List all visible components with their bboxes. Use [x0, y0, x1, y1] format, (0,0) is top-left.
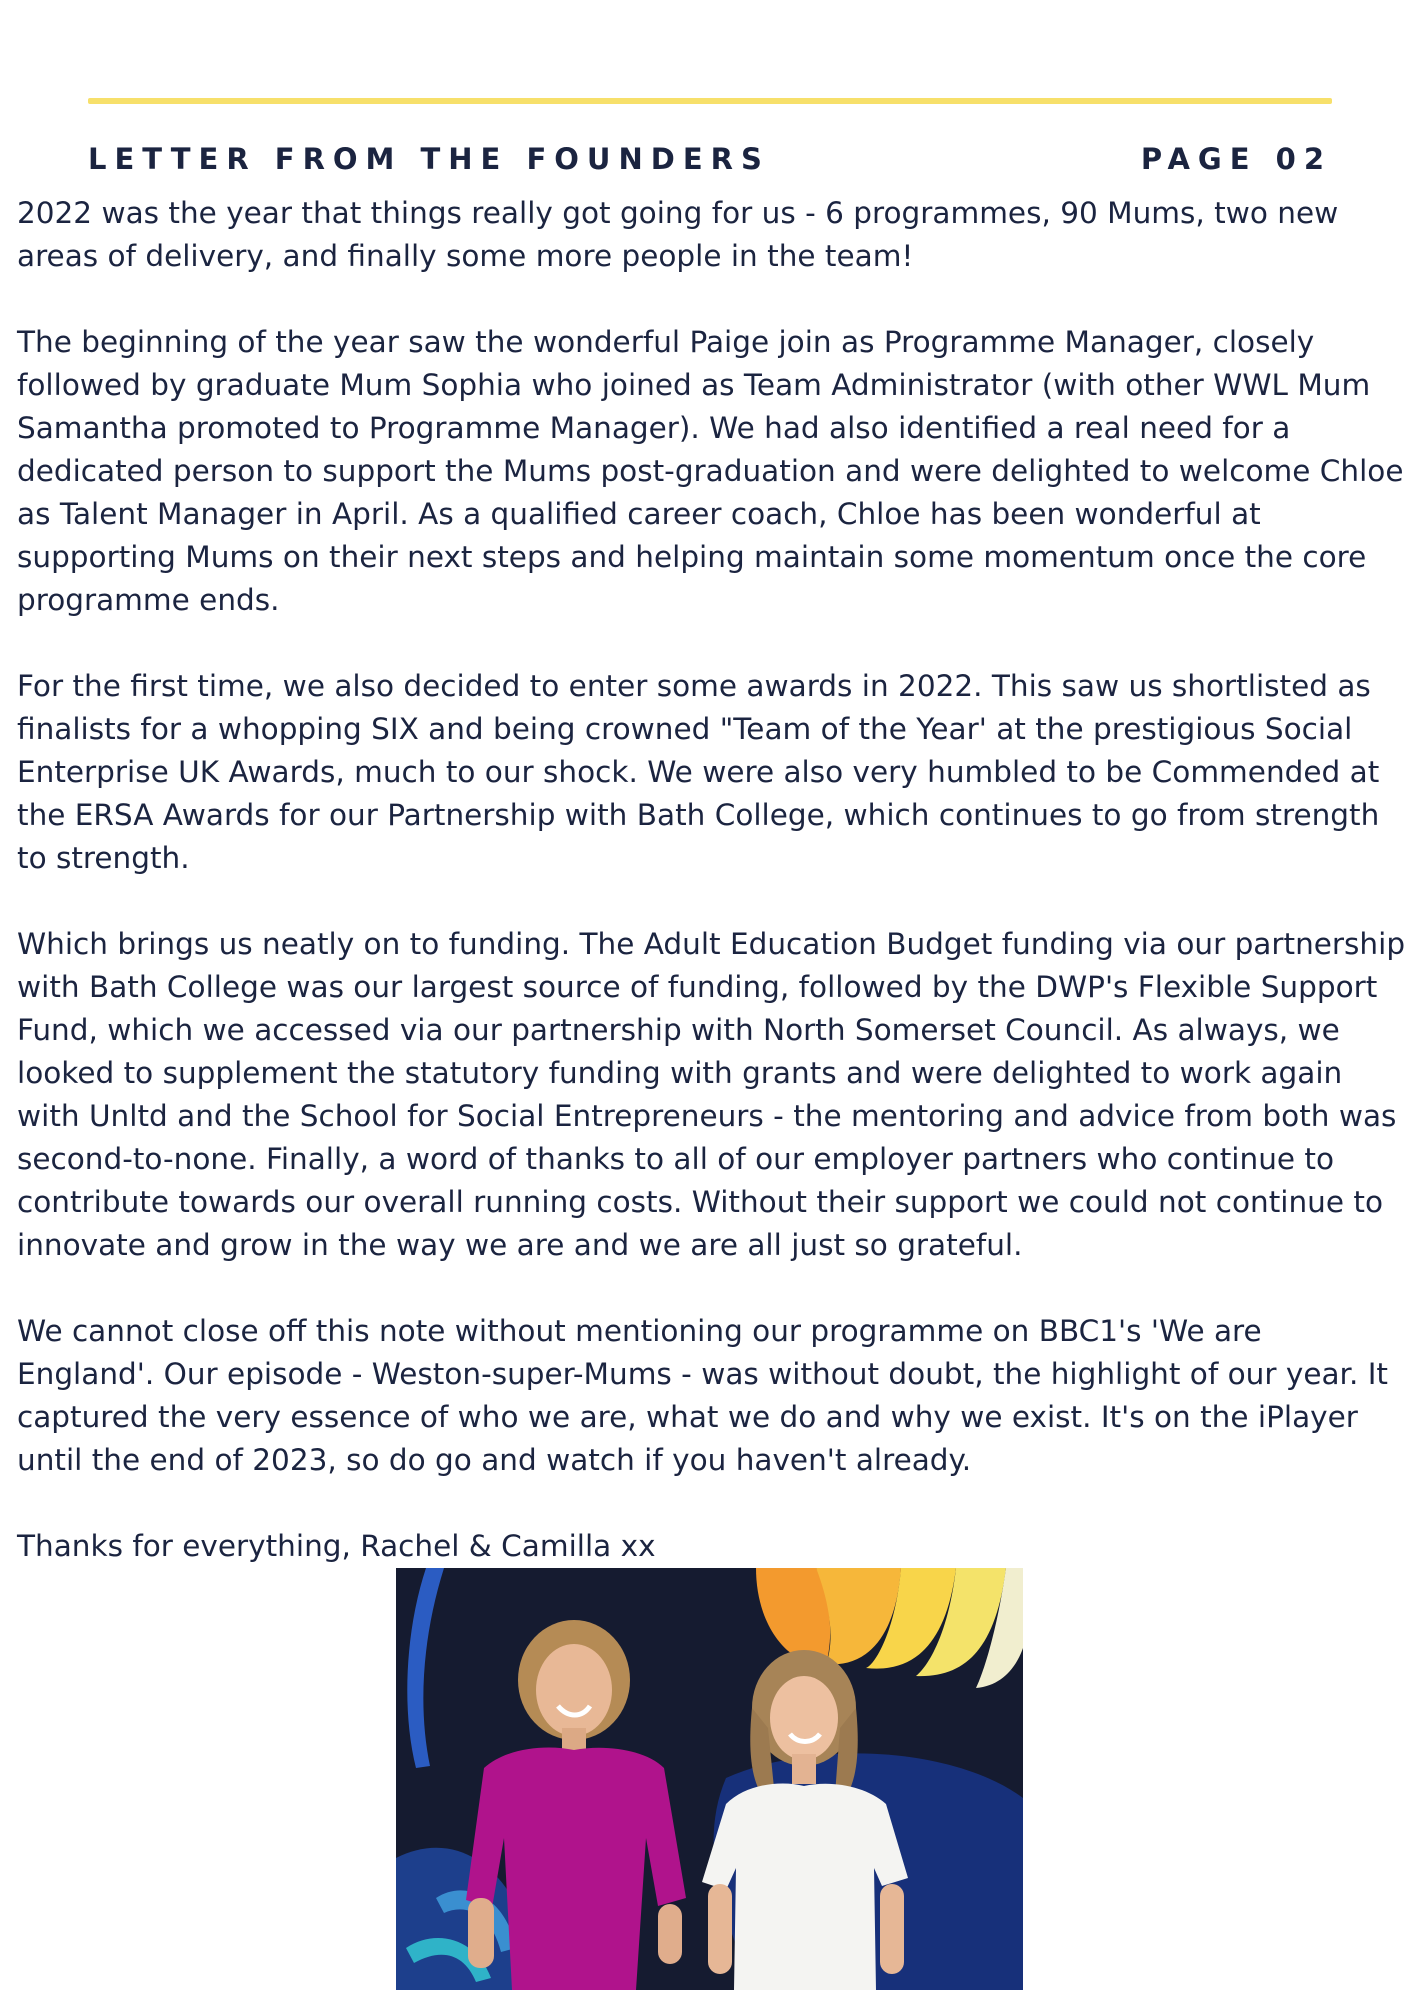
header-divider — [88, 98, 1332, 104]
founders-photo — [396, 1568, 1023, 1990]
page-header — [88, 142, 1332, 182]
paragraph-intro: 2022 was the year that things really got going for us - 6 programmes, 90 Mums, two new areas of delivery, and finally some more people in the team! — [17, 196, 1339, 273]
letter-body — [17, 192, 1407, 1568]
paragraph-bbc: We cannot close off this note without mentioning our programme on BBC1's 'We are England'. Our episode - Weston-super-Mums - was without doubt, the highlight of our year. It captured the very essence of who we are, what we do and why we exist. It's on the iPlayer until the end of 2023, so do go and watch if you haven't already. — [17, 1314, 1389, 1477]
page-number: PAGE 02 — [1140, 142, 1332, 176]
section-title: LETTER FROM THE FOUNDERS — [88, 142, 770, 176]
paragraph-funding: Which brings us neatly on to funding. The Adult Education Budget funding via our partnership with Bath College was our largest source of funding, followed by the DWP's Flexible Support Fund, which we accessed via our partnership with North Somerset Council. As always, we looked to supplement the statutory funding with grants and were delighted to work again with Unltd and the School for Social Entrepreneurs - the mentoring and advice from both was second-to-none. Finally, a word of thanks to all of our employer partners who continue to contribute towards our overall running costs. Without their support we could not continue to innovate and grow in the way we are and we are all just so grateful. — [17, 927, 1406, 1262]
paragraph-team: The beginning of the year saw the wonderful Paige join as Programme Manager, closely followed by graduate Mum Sophia who joined as Team Administrator (with other WWL Mum Samantha promoted to Programme Manager). We had also identified a real need for a dedicated person to support the Mums post-graduation and were delighted to welcome Chloe as Talent Manager in April. As a qualified career coach, Chloe has been wonderful at supporting Mums on their next steps and helping maintain some momentum once the core programme ends. — [17, 325, 1404, 617]
paragraph-awards: For the first time, we also decided to enter some awards in 2022. This saw us shortlisted as finalists for a whopping SIX and being crowned "Team of the Year' at the prestigious Social Enterprise UK Awards, much to our shock. We were also very humbled to be Commended at the ERSA Awards for our Partnership with Bath College, which continues to go from strength to strength. — [17, 669, 1380, 875]
signoff: Thanks for everything, Rachel & Camilla xx — [17, 1529, 656, 1563]
